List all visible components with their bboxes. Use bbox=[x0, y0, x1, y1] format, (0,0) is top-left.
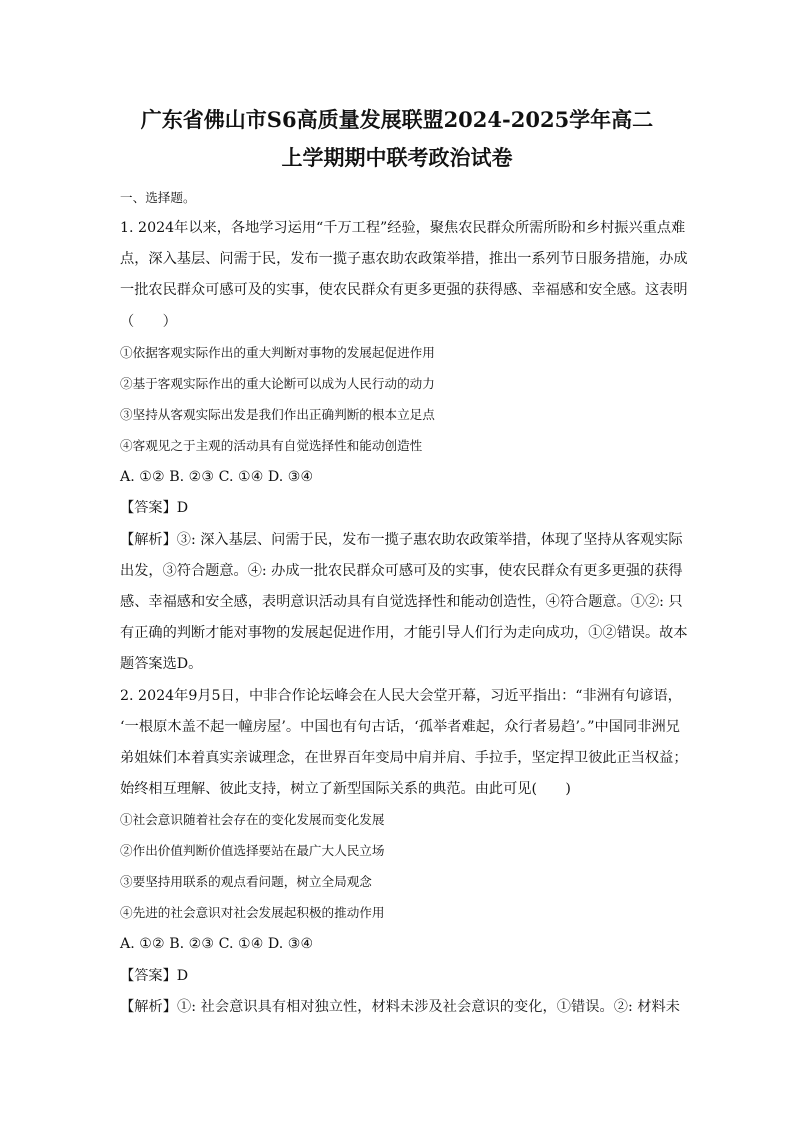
question-1-answer-bracket: （ ） bbox=[120, 314, 177, 330]
question-1-analysis-line-4: 有正确的判断才能对事物的发展起促进作用，才能引导人们行为走向成功，①②错误。故本 bbox=[120, 625, 688, 641]
question-2-option-4: ④先进的社会意识对社会发展起积极的推动作用 bbox=[120, 905, 385, 920]
question-2-choices: A. ①② B. ②③ C. ①④ D. ③④ bbox=[120, 936, 314, 952]
question-1-analysis-line-2: 出发，③符合题意。④: 办成一批农民群众可感可及的实事，使农民群众有更多更强的获得 bbox=[120, 563, 683, 579]
question-1-stem-line-3: 一批农民群众可感可及的实事，使农民群众有更多更强的获得感、幸福感和安全感。这表明 bbox=[120, 282, 688, 298]
question-2-answer: 【答案】D bbox=[120, 968, 189, 984]
section-heading: 一、选择题。 bbox=[120, 190, 196, 205]
question-1-option-4: ④客观见之于主观的活动具有自觉选择性和能动创造性 bbox=[120, 438, 423, 453]
question-1-stem-line-1: 1. 2024年以来，各地学习运用“千万工程”经验，聚焦农民群众所需所盼和乡村振兴重点难 bbox=[120, 220, 686, 236]
question-1-answer: 【答案】D bbox=[120, 500, 189, 516]
question-2-stem-line-1: 2. 2024年9月5日，中非合作论坛峰会在人民大会堂开幕，习近平指出：“非洲有句谚语， bbox=[120, 688, 682, 704]
question-2-analysis-line-1: 【解析】①: 社会意识具有相对独立性，材料未涉及社会意识的变化，①错误。②: 材料未 bbox=[120, 999, 680, 1015]
question-2-stem-line-2: ‘一根原木盖不起一幢房屋’。中国也有句古话，‘孤举者难起，众行者易趋’。”中国同非洲兄 bbox=[120, 719, 680, 735]
question-2-stem-line-4: 始终相互理解、彼此支持，树立了新型国际关系的典范。由此可见( ) bbox=[120, 781, 571, 797]
question-1-stem-line-2: 点，深入基层、问需于民，发布一揽子惠农助农政策举措，推出一系列节日服务措施，办成 bbox=[120, 251, 688, 267]
question-2-option-2: ②作出价值判断价值选择要站在最广大人民立场 bbox=[120, 843, 385, 858]
document-title-line-2: 上学期期中联考政治试卷 bbox=[281, 145, 513, 170]
question-1-option-3: ③坚持从客观实际出发是我们作出正确判断的根本立足点 bbox=[120, 407, 435, 422]
question-1-analysis-line-1: 【解析】③: 深入基层、问需于民，发布一揽子惠农助农政策举措，体现了坚持从客观实际 bbox=[120, 532, 683, 548]
question-1-option-1: ①依据客观实际作出的重大判断对事物的发展起促进作用 bbox=[120, 345, 435, 360]
question-2-option-3: ③要坚持用联系的观点看问题，树立全局观念 bbox=[120, 874, 372, 889]
question-1-analysis-line-3: 感、幸福感和安全感，表明意识活动具有自觉选择性和能动创造性，④符合题意。①②: 只 bbox=[120, 594, 683, 610]
question-1-option-2: ②基于客观实际作出的重大论断可以成为人民行动的动力 bbox=[120, 376, 435, 391]
question-1-choices: A. ①② B. ②③ C. ①④ D. ③④ bbox=[120, 469, 314, 485]
question-1-analysis-line-5: 题答案选D。 bbox=[120, 656, 203, 672]
question-2-option-1: ①社会意识随着社会存在的变化发展而变化发展 bbox=[120, 812, 385, 827]
question-2-stem-line-3: 弟姐妹们本着真实亲诚理念，在世界百年变局中肩并肩、手拉手，坚定捍卫彼此正当权益； bbox=[120, 750, 688, 766]
document-title-line-1: 广东省佛山市S6高质量发展联盟2024-2025学年高二 bbox=[140, 107, 654, 132]
